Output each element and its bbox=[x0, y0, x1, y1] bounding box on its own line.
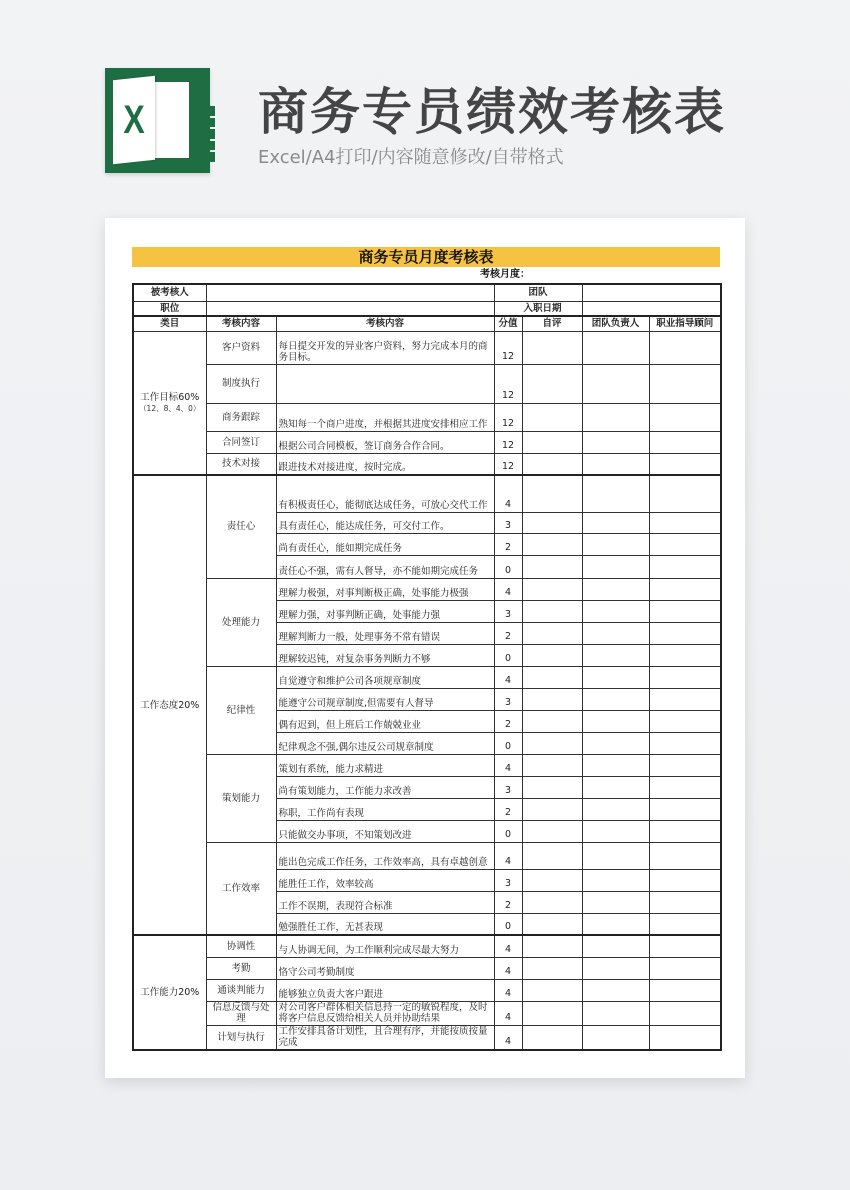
score-value: 12 bbox=[494, 331, 522, 364]
score-value: 12 bbox=[494, 403, 522, 431]
advisor-eval-input[interactable] bbox=[649, 869, 721, 891]
self-eval-input[interactable] bbox=[522, 512, 582, 533]
self-eval-input[interactable] bbox=[522, 666, 582, 688]
advisor-eval-input[interactable] bbox=[649, 688, 721, 710]
advisor-eval-input[interactable] bbox=[649, 403, 721, 431]
advisor-eval-input[interactable] bbox=[649, 798, 721, 820]
team-lead-eval-input[interactable] bbox=[582, 732, 649, 754]
score-value: 4 bbox=[494, 1025, 522, 1050]
advisor-eval-input[interactable] bbox=[649, 979, 721, 1001]
team-lead-eval-input[interactable] bbox=[582, 913, 649, 935]
team-lead-eval-input[interactable] bbox=[582, 364, 649, 403]
score-value: 4 bbox=[494, 475, 522, 512]
self-eval-input[interactable] bbox=[522, 776, 582, 798]
criteria-description: 理解较迟钝，对复杂事务判断力不够 bbox=[276, 644, 494, 666]
self-eval-input[interactable] bbox=[522, 710, 582, 732]
advisor-eval-input[interactable] bbox=[649, 431, 721, 453]
item-name-cell: 信息反馈与处理 bbox=[206, 1001, 276, 1025]
item-name-cell: 商务跟踪 bbox=[206, 403, 276, 431]
advisor-eval-input[interactable] bbox=[649, 512, 721, 533]
table-row bbox=[133, 453, 721, 475]
self-eval-input[interactable] bbox=[522, 842, 582, 869]
hire-date-input[interactable] bbox=[582, 301, 721, 316]
criteria-description: 能胜任工作，效率较高 bbox=[276, 869, 494, 891]
self-eval-input[interactable] bbox=[522, 364, 582, 403]
page-header bbox=[0, 0, 850, 210]
item-name-cell: 纪律性 bbox=[206, 666, 276, 754]
info-row-position bbox=[133, 301, 721, 316]
criteria-description: 理解力强，对事判断正确，处事能力强 bbox=[276, 600, 494, 622]
evaluation-table bbox=[132, 283, 722, 1051]
team-lead-eval-input[interactable] bbox=[582, 891, 649, 913]
advisor-eval-input[interactable] bbox=[649, 1025, 721, 1050]
team-lead-eval-input[interactable] bbox=[582, 475, 649, 512]
team-lead-eval-input[interactable] bbox=[582, 512, 649, 533]
score-value: 2 bbox=[494, 798, 522, 820]
excel-x-glyph: X bbox=[123, 98, 145, 142]
table-row bbox=[133, 1001, 721, 1025]
criteria-description: 策划有系统，能力求精进 bbox=[276, 754, 494, 776]
criteria-description: 熟知每一个商户进度，并根据其进度安排相应工作 bbox=[276, 403, 494, 431]
team-lead-eval-input[interactable] bbox=[582, 331, 649, 364]
category-label: 工作态度20% bbox=[140, 699, 200, 711]
team-lead-eval-input[interactable] bbox=[582, 798, 649, 820]
item-name-cell: 客户资料 bbox=[206, 331, 276, 364]
position-label: 职位 bbox=[133, 301, 206, 316]
table-row bbox=[133, 957, 721, 979]
self-eval-input[interactable] bbox=[522, 979, 582, 1001]
score-value: 0 bbox=[494, 644, 522, 666]
info-row-examinee bbox=[133, 284, 721, 301]
excel-icon bbox=[105, 68, 210, 173]
score-value: 0 bbox=[494, 555, 522, 578]
column-header-team-lead: 团队负责人 bbox=[582, 316, 649, 331]
advisor-eval-input[interactable] bbox=[649, 600, 721, 622]
examinee-input[interactable] bbox=[206, 284, 494, 301]
examinee-label: 被考核人 bbox=[133, 284, 206, 301]
score-value: 2 bbox=[494, 710, 522, 732]
criteria-description: 能遵守公司规章制度,但需要有人督导 bbox=[276, 688, 494, 710]
score-value: 4 bbox=[494, 578, 522, 600]
score-value: 4 bbox=[494, 957, 522, 979]
team-lead-eval-input[interactable] bbox=[582, 555, 649, 578]
self-eval-input[interactable] bbox=[522, 732, 582, 754]
category-cell bbox=[133, 475, 206, 935]
advisor-eval-input[interactable] bbox=[649, 776, 721, 798]
table-row bbox=[133, 578, 721, 600]
score-value: 3 bbox=[494, 600, 522, 622]
score-value: 4 bbox=[494, 1001, 522, 1025]
advisor-eval-input[interactable] bbox=[649, 842, 721, 869]
item-name-cell: 通谈判能力 bbox=[206, 979, 276, 1001]
table-row bbox=[133, 666, 721, 688]
category-label: 工作目标60% bbox=[140, 391, 200, 403]
score-value: 0 bbox=[494, 732, 522, 754]
score-value: 2 bbox=[494, 622, 522, 644]
criteria-description: 能够独立负责大客户跟进 bbox=[276, 979, 494, 1001]
table-row bbox=[133, 431, 721, 453]
score-value: 4 bbox=[494, 754, 522, 776]
criteria-description: 纪律观念不强,偶尔违反公司规章制度 bbox=[276, 732, 494, 754]
score-value: 3 bbox=[494, 512, 522, 533]
criteria-description: 对公司客户群体相关信息持一定的敏锐程度，及时将客户信息反馈给相关人员并协助结果 bbox=[276, 1001, 494, 1025]
criteria-description: 只能做交办事项，不知策划改进 bbox=[276, 820, 494, 842]
item-name-cell: 协调性 bbox=[206, 935, 276, 957]
advisor-eval-input[interactable] bbox=[649, 364, 721, 403]
month-label: 考核月度： bbox=[480, 269, 530, 280]
team-lead-eval-input[interactable] bbox=[582, 710, 649, 732]
advisor-eval-input[interactable] bbox=[649, 533, 721, 555]
criteria-description: 尚有策划能力，工作能力求改善 bbox=[276, 776, 494, 798]
criteria-description: 尚有责任心，能如期完成任务 bbox=[276, 533, 494, 555]
self-eval-input[interactable] bbox=[522, 644, 582, 666]
criteria-description: 工作不误期，表现符合标准 bbox=[276, 891, 494, 913]
column-header-item: 考核内容 bbox=[206, 316, 276, 331]
table-row bbox=[133, 364, 721, 403]
self-eval-input[interactable] bbox=[522, 578, 582, 600]
team-lead-eval-input[interactable] bbox=[582, 578, 649, 600]
item-name-cell: 处理能力 bbox=[206, 578, 276, 666]
table-row bbox=[133, 1025, 721, 1050]
team-lead-eval-input[interactable] bbox=[582, 403, 649, 431]
self-eval-input[interactable] bbox=[522, 891, 582, 913]
sheet-title-banner: 商务专员月度考核表 bbox=[132, 247, 720, 267]
advisor-eval-input[interactable] bbox=[649, 578, 721, 600]
column-header-row bbox=[133, 316, 721, 331]
team-lead-eval-input[interactable] bbox=[582, 957, 649, 979]
category-note: （12、8、4、0） bbox=[139, 403, 201, 413]
score-value: 0 bbox=[494, 913, 522, 935]
criteria-description: 勉强胜任工作，无甚表现 bbox=[276, 913, 494, 935]
column-header-content: 考核内容 bbox=[276, 316, 494, 331]
advisor-eval-input[interactable] bbox=[649, 891, 721, 913]
self-eval-input[interactable] bbox=[522, 533, 582, 555]
advisor-eval-input[interactable] bbox=[649, 732, 721, 754]
criteria-description: 有积极责任心，能彻底达成任务，可放心交代工作 bbox=[276, 475, 494, 512]
item-name-cell: 制度执行 bbox=[206, 364, 276, 403]
criteria-description: 具有责任心，能达成任务，可交付工作。 bbox=[276, 512, 494, 533]
criteria-description bbox=[276, 364, 494, 403]
team-lead-eval-input[interactable] bbox=[582, 688, 649, 710]
score-value: 4 bbox=[494, 842, 522, 869]
score-value: 4 bbox=[494, 935, 522, 957]
self-eval-input[interactable] bbox=[522, 331, 582, 364]
self-eval-input[interactable] bbox=[522, 935, 582, 957]
advisor-eval-input[interactable] bbox=[649, 644, 721, 666]
self-eval-input[interactable] bbox=[522, 1001, 582, 1025]
team-lead-eval-input[interactable] bbox=[582, 622, 649, 644]
score-value: 2 bbox=[494, 533, 522, 555]
table-row bbox=[133, 935, 721, 957]
page-subtitle: Excel/A4打印/内容随意修改/自带格式 bbox=[258, 147, 564, 168]
advisor-eval-input[interactable] bbox=[649, 331, 721, 364]
self-eval-input[interactable] bbox=[522, 820, 582, 842]
criteria-description: 工作安排具备计划性，且合理有序，并能按质按量完成 bbox=[276, 1025, 494, 1050]
score-value: 12 bbox=[494, 364, 522, 403]
document-preview bbox=[105, 218, 745, 1078]
column-header-self-eval: 自评 bbox=[522, 316, 582, 331]
self-eval-input[interactable] bbox=[522, 688, 582, 710]
team-label: 团队 bbox=[494, 284, 582, 301]
team-lead-eval-input[interactable] bbox=[582, 431, 649, 453]
position-input[interactable] bbox=[206, 301, 494, 316]
self-eval-input[interactable] bbox=[522, 431, 582, 453]
table-row bbox=[133, 754, 721, 776]
spreadsheet bbox=[132, 247, 720, 1051]
criteria-description: 自觉遵守和维护公司各项规章制度 bbox=[276, 666, 494, 688]
self-eval-input[interactable] bbox=[522, 555, 582, 578]
criteria-description: 称职，工作尚有表现 bbox=[276, 798, 494, 820]
hire-date-label: 入职日期 bbox=[494, 301, 582, 316]
team-lead-eval-input[interactable] bbox=[582, 776, 649, 798]
advisor-eval-input[interactable] bbox=[649, 913, 721, 935]
score-value: 12 bbox=[494, 453, 522, 475]
criteria-description: 理解力极强，对事判断极正确，处事能力极强 bbox=[276, 578, 494, 600]
score-value: 4 bbox=[494, 979, 522, 1001]
criteria-description: 与人协调无间，为工作顺利完成尽最大努力 bbox=[276, 935, 494, 957]
table-row bbox=[133, 979, 721, 1001]
criteria-description: 偶有迟到，但上班后工作兢兢业业 bbox=[276, 710, 494, 732]
score-value: 3 bbox=[494, 776, 522, 798]
team-lead-eval-input[interactable] bbox=[582, 869, 649, 891]
advisor-eval-input[interactable] bbox=[649, 622, 721, 644]
advisor-eval-input[interactable] bbox=[649, 820, 721, 842]
category-cell bbox=[133, 331, 206, 475]
item-name-cell: 计划与执行 bbox=[206, 1025, 276, 1050]
advisor-eval-input[interactable] bbox=[649, 957, 721, 979]
team-lead-eval-input[interactable] bbox=[582, 666, 649, 688]
category-cell bbox=[133, 935, 206, 1050]
advisor-eval-input[interactable] bbox=[649, 754, 721, 776]
month-row bbox=[132, 267, 720, 283]
criteria-description: 跟进技术对接进度，按时完成。 bbox=[276, 453, 494, 475]
self-eval-input[interactable] bbox=[522, 957, 582, 979]
team-lead-eval-input[interactable] bbox=[582, 820, 649, 842]
spreadsheet-grid-icon bbox=[189, 106, 215, 162]
score-value: 12 bbox=[494, 431, 522, 453]
team-input[interactable] bbox=[582, 284, 721, 301]
self-eval-input[interactable] bbox=[522, 869, 582, 891]
column-header-advisor: 职业指导顾问 bbox=[649, 316, 721, 331]
criteria-description: 能出色完成工作任务，工作效率高，具有卓越创意 bbox=[276, 842, 494, 869]
table-row bbox=[133, 842, 721, 869]
self-eval-input[interactable] bbox=[522, 913, 582, 935]
self-eval-input[interactable] bbox=[522, 600, 582, 622]
column-header-score: 分值 bbox=[494, 316, 522, 331]
score-value: 2 bbox=[494, 891, 522, 913]
self-eval-input[interactable] bbox=[522, 754, 582, 776]
item-name-cell: 责任心 bbox=[206, 475, 276, 578]
advisor-eval-input[interactable] bbox=[649, 475, 721, 512]
self-eval-input[interactable] bbox=[522, 403, 582, 431]
criteria-description: 根据公司合同模板，签订商务合作合同。 bbox=[276, 431, 494, 453]
self-eval-input[interactable] bbox=[522, 622, 582, 644]
item-name-cell: 技术对接 bbox=[206, 453, 276, 475]
item-name-cell: 合同签订 bbox=[206, 431, 276, 453]
team-lead-eval-input[interactable] bbox=[582, 644, 649, 666]
score-value: 0 bbox=[494, 820, 522, 842]
team-lead-eval-input[interactable] bbox=[582, 453, 649, 475]
item-name-cell: 考勤 bbox=[206, 957, 276, 979]
table-row bbox=[133, 403, 721, 431]
criteria-description: 理解判断力一般，处理事务不常有错误 bbox=[276, 622, 494, 644]
score-value: 4 bbox=[494, 666, 522, 688]
column-header-category: 类目 bbox=[133, 316, 206, 331]
self-eval-input[interactable] bbox=[522, 1025, 582, 1050]
advisor-eval-input[interactable] bbox=[649, 710, 721, 732]
advisor-eval-input[interactable] bbox=[649, 666, 721, 688]
team-lead-eval-input[interactable] bbox=[582, 533, 649, 555]
score-value: 3 bbox=[494, 688, 522, 710]
table-row bbox=[133, 331, 721, 364]
criteria-description: 恪守公司考勤制度 bbox=[276, 957, 494, 979]
score-value: 3 bbox=[494, 869, 522, 891]
item-name-cell: 工作效率 bbox=[206, 842, 276, 935]
team-lead-eval-input[interactable] bbox=[582, 842, 649, 869]
advisor-eval-input[interactable] bbox=[649, 453, 721, 475]
advisor-eval-input[interactable] bbox=[649, 555, 721, 578]
advisor-eval-input[interactable] bbox=[649, 935, 721, 957]
category-label: 工作能力20% bbox=[140, 986, 200, 998]
self-eval-input[interactable] bbox=[522, 453, 582, 475]
team-lead-eval-input[interactable] bbox=[582, 935, 649, 957]
advisor-eval-input[interactable] bbox=[649, 1001, 721, 1025]
team-lead-eval-input[interactable] bbox=[582, 754, 649, 776]
item-name-cell: 策划能力 bbox=[206, 754, 276, 842]
table-row bbox=[133, 475, 721, 512]
self-eval-input[interactable] bbox=[522, 475, 582, 512]
team-lead-eval-input[interactable] bbox=[582, 1025, 649, 1050]
self-eval-input[interactable] bbox=[522, 798, 582, 820]
criteria-description: 责任心不强，需有人督导，亦不能如期完成任务 bbox=[276, 555, 494, 578]
team-lead-eval-input[interactable] bbox=[582, 979, 649, 1001]
page-title: 商务专员绩效考核表 bbox=[258, 83, 726, 141]
criteria-description: 每日提交开发的异业客户资料，努力完成本月的商务目标。 bbox=[276, 331, 494, 364]
team-lead-eval-input[interactable] bbox=[582, 600, 649, 622]
team-lead-eval-input[interactable] bbox=[582, 1001, 649, 1025]
